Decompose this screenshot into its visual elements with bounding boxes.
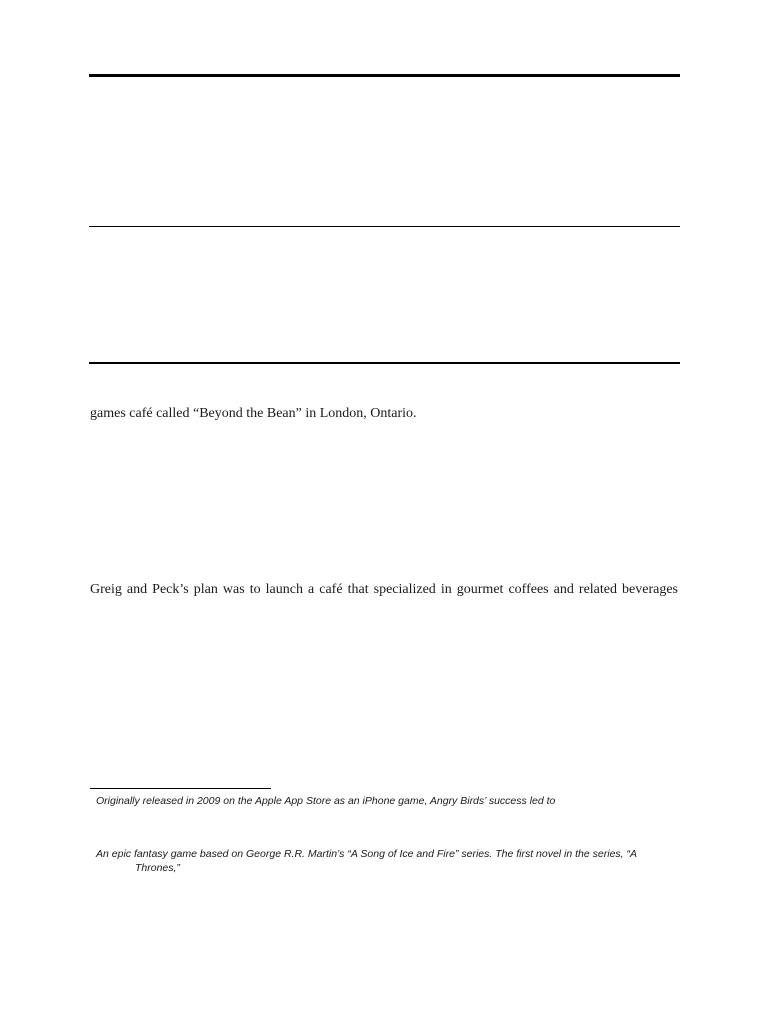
body-text-line: Greig and Peck’s plan was to launch a café that specialized in gourmet coffees and related beverages bbox=[90, 582, 678, 597]
bottom-rule bbox=[89, 362, 680, 364]
middle-thin-rule bbox=[89, 226, 680, 227]
top-thick-rule bbox=[89, 74, 680, 77]
footnote-separator bbox=[90, 788, 271, 789]
footnote-2: An epic fantasy game based on George R.R. Martin’s “A Song of Ice and Fire” series. The first novel in the series, “A bbox=[96, 848, 638, 860]
footnote-2-continuation: Thrones,” bbox=[135, 862, 180, 874]
footnote-1: Originally released in 2009 on the Apple App Store as an iPhone game, Angry Birds’ success led to bbox=[96, 795, 556, 807]
body-text-line: games café called “Beyond the Bean” in London, Ontario. bbox=[90, 406, 417, 421]
